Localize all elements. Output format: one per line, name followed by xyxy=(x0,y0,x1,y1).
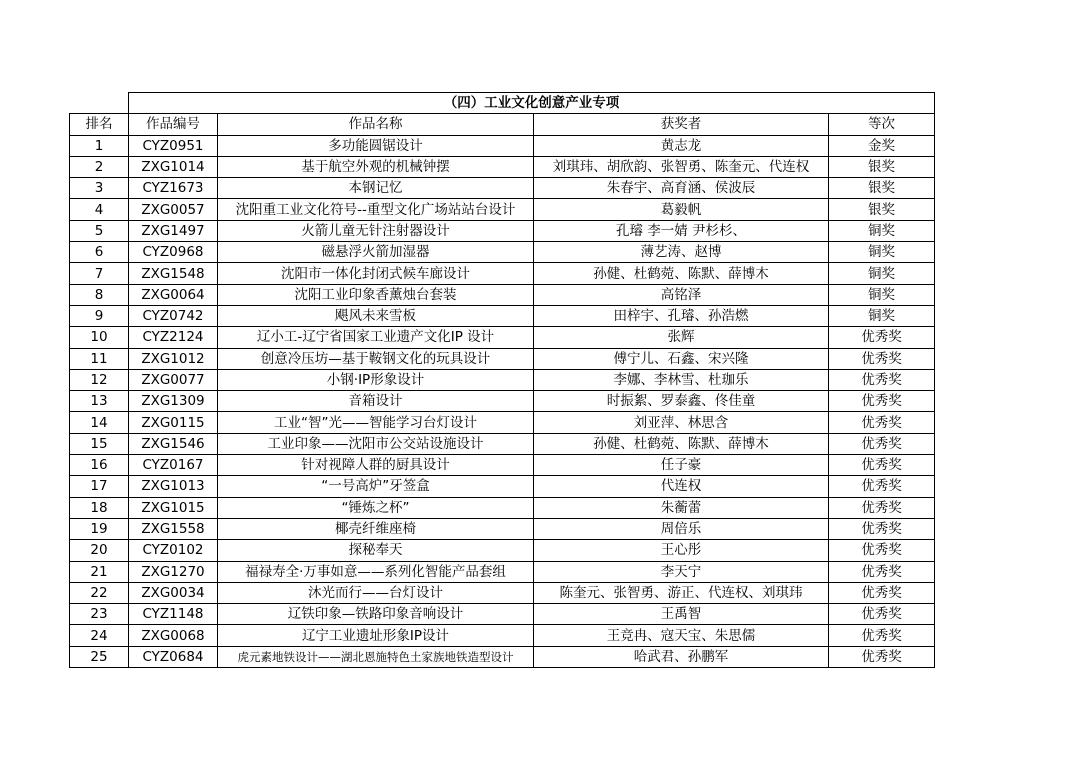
cell-grade: 优秀奖 xyxy=(829,646,935,667)
cell-work-name: 工业印象——沈阳市公交站设施设计 xyxy=(218,433,534,454)
cell-work-name: 福禄寿全·万事如意——系列化智能产品套组 xyxy=(218,561,534,582)
cell-rank: 25 xyxy=(70,646,129,667)
cell-rank: 15 xyxy=(70,433,129,454)
cell-code: ZXG0057 xyxy=(129,199,218,220)
cell-grade: 优秀奖 xyxy=(829,625,935,646)
cell-rank: 16 xyxy=(70,455,129,476)
cell-winners: 时振絮、罗泰鑫、佟佳童 xyxy=(534,391,829,412)
cell-grade: 优秀奖 xyxy=(829,582,935,603)
cell-work-name: 磁悬浮火箭加湿器 xyxy=(218,242,534,263)
cell-work-name: 沈阳重工业文化符号--重型文化广场站站台设计 xyxy=(218,199,534,220)
cell-winners: 刘琪玮、胡欣韵、张智勇、陈奎元、代连权 xyxy=(534,156,829,177)
cell-work-name: 虎元素地铁设计——湖北恩施特色土家族地铁造型设计 xyxy=(218,646,534,667)
cell-winners: 孙健、杜鹤菀、陈默、薛博木 xyxy=(534,433,829,454)
cell-code: ZXG1497 xyxy=(129,220,218,241)
cell-rank: 14 xyxy=(70,412,129,433)
cell-code: ZXG1012 xyxy=(129,348,218,369)
table-row xyxy=(70,540,935,561)
cell-work-name: 椰壳纤维座椅 xyxy=(218,518,534,539)
table-row xyxy=(70,582,935,603)
cell-work-name: 飓风未来雪板 xyxy=(218,305,534,326)
cell-grade: 优秀奖 xyxy=(829,518,935,539)
cell-winners: 李娜、李林雪、杜珈乐 xyxy=(534,369,829,390)
cell-grade: 金奖 xyxy=(829,135,935,156)
cell-code: ZXG0077 xyxy=(129,369,218,390)
cell-work-name: 沐光而行——台灯设计 xyxy=(218,582,534,603)
cell-work-name: 探秘奉天 xyxy=(218,540,534,561)
cell-winners: 李天宁 xyxy=(534,561,829,582)
cell-rank: 4 xyxy=(70,199,129,220)
cell-winners: 孔璿 李一婧 尹杉杉、 xyxy=(534,220,829,241)
table-row xyxy=(70,369,935,390)
cell-work-name: 创意冷压坊—基于鞍钢文化的玩具设计 xyxy=(218,348,534,369)
table-row xyxy=(70,156,935,177)
table-row xyxy=(70,561,935,582)
cell-work-name: 火箭儿童无针注射器设计 xyxy=(218,220,534,241)
cell-code: CYZ0102 xyxy=(129,540,218,561)
table-row xyxy=(70,327,935,348)
cell-grade: 银奖 xyxy=(829,199,935,220)
cell-grade: 优秀奖 xyxy=(829,561,935,582)
cell-code: CYZ1148 xyxy=(129,604,218,625)
header-work-name: 作品名称 xyxy=(218,114,534,135)
cell-winners: 哈武君、孙鹏军 xyxy=(534,646,829,667)
cell-grade: 优秀奖 xyxy=(829,604,935,625)
table-row xyxy=(70,305,935,326)
cell-grade: 银奖 xyxy=(829,178,935,199)
cell-work-name: 工业“智”光——智能学习台灯设计 xyxy=(218,412,534,433)
cell-work-name: 辽铁印象—铁路印象音响设计 xyxy=(218,604,534,625)
cell-rank: 3 xyxy=(70,178,129,199)
table-row xyxy=(70,455,935,476)
cell-code: CYZ2124 xyxy=(129,327,218,348)
cell-winners: 王心彤 xyxy=(534,540,829,561)
table-row xyxy=(70,284,935,305)
cell-rank: 17 xyxy=(70,476,129,497)
cell-code: ZXG1548 xyxy=(129,263,218,284)
table-row xyxy=(70,199,935,220)
cell-work-name: 针对视障人群的厨具设计 xyxy=(218,455,534,476)
table-row xyxy=(70,220,935,241)
table-row xyxy=(70,646,935,667)
cell-rank: 18 xyxy=(70,497,129,518)
cell-code: ZXG0064 xyxy=(129,284,218,305)
cell-work-name: 多功能圆锯设计 xyxy=(218,135,534,156)
cell-code: ZXG1558 xyxy=(129,518,218,539)
cell-grade: 优秀奖 xyxy=(829,540,935,561)
blank-cell xyxy=(70,93,129,114)
cell-winners: 傅宁儿、石鑫、宋兴隆 xyxy=(534,348,829,369)
header-row xyxy=(70,114,935,135)
cell-rank: 1 xyxy=(70,135,129,156)
cell-code: CYZ0684 xyxy=(129,646,218,667)
table-title: （四）工业文化创意产业专项 xyxy=(129,93,935,114)
table-row xyxy=(70,518,935,539)
table-row xyxy=(70,391,935,412)
cell-winners: 周倍乐 xyxy=(534,518,829,539)
cell-rank: 6 xyxy=(70,242,129,263)
table-row xyxy=(70,348,935,369)
cell-rank: 8 xyxy=(70,284,129,305)
cell-winners: 薄艺涛、赵博 xyxy=(534,242,829,263)
cell-code: ZXG0068 xyxy=(129,625,218,646)
cell-winners: 孙健、杜鹤菀、陈默、薛博木 xyxy=(534,263,829,284)
cell-rank: 21 xyxy=(70,561,129,582)
table-row xyxy=(70,604,935,625)
cell-grade: 优秀奖 xyxy=(829,327,935,348)
cell-work-name: “锤炼之杯” xyxy=(218,497,534,518)
table-row xyxy=(70,433,935,454)
cell-code: ZXG1015 xyxy=(129,497,218,518)
table-row xyxy=(70,412,935,433)
cell-rank: 5 xyxy=(70,220,129,241)
table-row xyxy=(70,476,935,497)
cell-code: CYZ0742 xyxy=(129,305,218,326)
cell-work-name: “一号高炉”牙签盒 xyxy=(218,476,534,497)
cell-rank: 13 xyxy=(70,391,129,412)
cell-winners: 张辉 xyxy=(534,327,829,348)
cell-work-name: 本钢记忆 xyxy=(218,178,534,199)
table-row xyxy=(70,263,935,284)
cell-rank: 9 xyxy=(70,305,129,326)
cell-code: ZXG1309 xyxy=(129,391,218,412)
cell-winners: 葛毅帆 xyxy=(534,199,829,220)
table-row xyxy=(70,497,935,518)
cell-winners: 陈奎元、张智勇、游正、代连权、刘琪玮 xyxy=(534,582,829,603)
cell-grade: 优秀奖 xyxy=(829,412,935,433)
cell-rank: 20 xyxy=(70,540,129,561)
cell-rank: 22 xyxy=(70,582,129,603)
cell-rank: 19 xyxy=(70,518,129,539)
cell-rank: 10 xyxy=(70,327,129,348)
cell-code: ZXG0115 xyxy=(129,412,218,433)
table-row xyxy=(70,242,935,263)
cell-winners: 王禹智 xyxy=(534,604,829,625)
header-grade: 等次 xyxy=(829,114,935,135)
cell-winners: 高铭泽 xyxy=(534,284,829,305)
header-rank: 排名 xyxy=(70,114,129,135)
cell-code: CYZ0951 xyxy=(129,135,218,156)
cell-code: ZXG1270 xyxy=(129,561,218,582)
cell-winners: 朱春宇、高育涵、侯波辰 xyxy=(534,178,829,199)
cell-winners: 黄志龙 xyxy=(534,135,829,156)
cell-code: ZXG0034 xyxy=(129,582,218,603)
cell-code: CYZ0968 xyxy=(129,242,218,263)
cell-rank: 2 xyxy=(70,156,129,177)
table-row xyxy=(70,178,935,199)
cell-grade: 优秀奖 xyxy=(829,476,935,497)
cell-work-name: 辽小工-辽宁省国家工业遗产文化IP 设计 xyxy=(218,327,534,348)
table-body xyxy=(70,135,935,667)
header-winners: 获奖者 xyxy=(534,114,829,135)
cell-code: ZXG1546 xyxy=(129,433,218,454)
cell-code: CYZ1673 xyxy=(129,178,218,199)
cell-code: ZXG1013 xyxy=(129,476,218,497)
cell-rank: 12 xyxy=(70,369,129,390)
award-table xyxy=(69,92,935,668)
cell-grade: 优秀奖 xyxy=(829,348,935,369)
cell-work-name: 辽宁工业遗址形象IP设计 xyxy=(218,625,534,646)
title-row xyxy=(70,93,935,114)
cell-winners: 代连权 xyxy=(534,476,829,497)
cell-grade: 铜奖 xyxy=(829,242,935,263)
cell-grade: 铜奖 xyxy=(829,263,935,284)
cell-winners: 任子豪 xyxy=(534,455,829,476)
cell-rank: 7 xyxy=(70,263,129,284)
cell-rank: 11 xyxy=(70,348,129,369)
cell-rank: 23 xyxy=(70,604,129,625)
cell-grade: 优秀奖 xyxy=(829,369,935,390)
cell-work-name: 沈阳工业印象香薰烛台套装 xyxy=(218,284,534,305)
cell-winners: 田梓宇、孔璿、孙浩燃 xyxy=(534,305,829,326)
cell-work-name: 音箱设计 xyxy=(218,391,534,412)
cell-winners: 刘亚萍、林思含 xyxy=(534,412,829,433)
cell-grade: 优秀奖 xyxy=(829,433,935,454)
cell-work-name: 小钢·IP形象设计 xyxy=(218,369,534,390)
header-code: 作品编号 xyxy=(129,114,218,135)
table-row xyxy=(70,135,935,156)
cell-grade: 铜奖 xyxy=(829,305,935,326)
cell-grade: 铜奖 xyxy=(829,284,935,305)
cell-work-name: 基于航空外观的机械钟摆 xyxy=(218,156,534,177)
cell-winners: 朱蘅蕾 xyxy=(534,497,829,518)
cell-grade: 优秀奖 xyxy=(829,455,935,476)
cell-grade: 优秀奖 xyxy=(829,391,935,412)
cell-grade: 银奖 xyxy=(829,156,935,177)
cell-grade: 铜奖 xyxy=(829,220,935,241)
cell-code: ZXG1014 xyxy=(129,156,218,177)
cell-winners: 王竞冉、寇天宝、朱思儒 xyxy=(534,625,829,646)
cell-grade: 优秀奖 xyxy=(829,497,935,518)
cell-code: CYZ0167 xyxy=(129,455,218,476)
cell-rank: 24 xyxy=(70,625,129,646)
cell-work-name: 沈阳市一体化封闭式候车廊设计 xyxy=(218,263,534,284)
table-row xyxy=(70,625,935,646)
